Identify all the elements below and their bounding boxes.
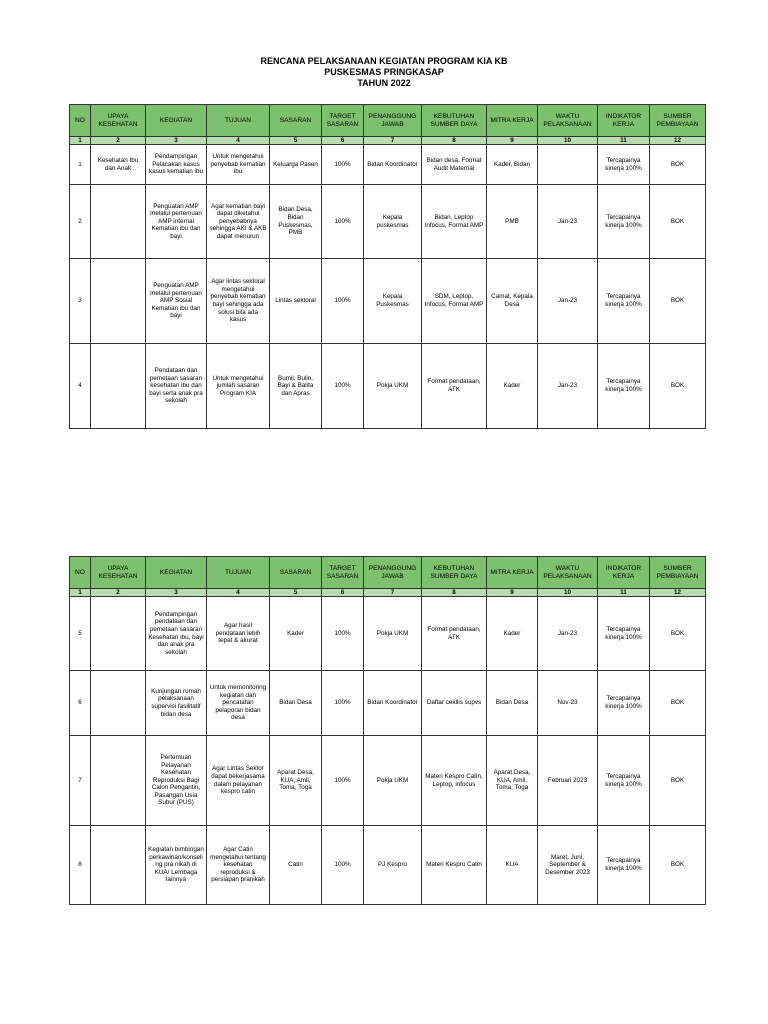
table-cell: Tercapainya kinerja 100% — [598, 344, 650, 429]
table-cell: Bidan Desa — [487, 671, 538, 736]
table-cell: Bidan Koordinator — [364, 671, 422, 736]
table-cell: Pendampingan pendataan dan pemetaan sasaran Kesehatan ibu, bayi dan anak pra sekolah — [146, 597, 207, 671]
table-cell: Tercapainya kinerja 100% — [598, 671, 650, 736]
table-cell: 100% — [322, 344, 364, 429]
column-index: 8 — [422, 589, 487, 597]
table-cell: 4 — [70, 344, 91, 429]
table-cell: Agar Catin mengetahui tentang kesehatan reproduksi & persiapan pranikah — [207, 826, 270, 905]
table-cell: Pokja UKM — [364, 736, 422, 826]
table-row — [70, 259, 706, 344]
column-index: 3 — [146, 137, 207, 145]
column-index: 12 — [650, 589, 706, 597]
table-cell: 100% — [322, 185, 364, 259]
table-cell: 100% — [322, 671, 364, 736]
column-header: UPAYA KESEHATAN — [91, 105, 146, 137]
table-cell: Bidan Desa, Bidan Puskesmas, PMB — [270, 185, 322, 259]
table-cell: 100% — [322, 145, 364, 185]
table-cell: Tercapainya kinerja 100% — [598, 826, 650, 905]
table-row — [70, 185, 706, 259]
table-cell: BOK — [650, 185, 706, 259]
column-index: 6 — [322, 589, 364, 597]
table-cell: Tercapainya kinerja 100% — [598, 185, 650, 259]
table-cell: PMB — [487, 185, 538, 259]
table-cell: Bidan, Leptop Infocus, Format AMP — [422, 185, 487, 259]
table-cell: BOK — [650, 145, 706, 185]
column-header: TUJUAN — [207, 105, 270, 137]
table-cell: SDM, Leptop, Infocus, Format AMP — [422, 259, 487, 344]
table-cell — [91, 344, 146, 429]
table-cell: Agar lintas sektoral mengetahui penyebab kematian bayi sehingga ada solusi bila ada kasus — [207, 259, 270, 344]
table-cell — [91, 826, 146, 905]
column-header: MITRA KERJA — [487, 105, 538, 137]
table-cell: Jan-23 — [538, 185, 598, 259]
table-cell: 100% — [322, 826, 364, 905]
table-cell — [91, 736, 146, 826]
table-cell: Nov-23 — [538, 671, 598, 736]
table-cell: Camat, Kepala Desa — [487, 259, 538, 344]
table-row — [70, 671, 706, 736]
table-cell: 5 — [70, 597, 91, 671]
table-cell: Pokja UKM — [364, 344, 422, 429]
table-cell: 7 — [70, 736, 91, 826]
table-cell: PJ Kespro — [364, 826, 422, 905]
column-index: 5 — [270, 589, 322, 597]
column-index: 2 — [91, 137, 146, 145]
table-cell: BOK — [650, 597, 706, 671]
column-header: TARGET SASARAN — [322, 105, 364, 137]
table-cell: Bidan Koordinator — [364, 145, 422, 185]
table-cell: Kader — [270, 597, 322, 671]
document-title — [0, 56, 768, 89]
table-cell: 1 — [70, 145, 91, 185]
table-cell: Materi Kespro Catin — [422, 826, 487, 905]
table-cell: BOK — [650, 344, 706, 429]
table-row — [70, 597, 706, 671]
header-row — [70, 557, 706, 589]
column-header: KEGIATAN — [146, 557, 207, 589]
table-cell: BOK — [650, 826, 706, 905]
title-line-1: RENCANA PELAKSANAAN KEGIATAN PROGRAM KIA KB — [260, 56, 508, 66]
table-cell: Februari 2023 — [538, 736, 598, 826]
column-header: NO — [70, 557, 91, 589]
table-row — [70, 145, 706, 185]
column-header: KEBUTUHAN SUMBER DAYA — [422, 105, 487, 137]
table-cell: Untuk memonitoring kegiatan dan pencatatan pelaporan bidan desa — [207, 671, 270, 736]
column-index: 6 — [322, 137, 364, 145]
table-cell: Kegiatan bimbingan perkawinan/konseling pra nikah di KUA/ Lembaga lainnya — [146, 826, 207, 905]
table-cell: Pendataan dan pemetaan sasaran kesehatan ibu dan bayi serta anak pra sekolah — [146, 344, 207, 429]
table-cell — [538, 145, 598, 185]
table-cell: BOK — [650, 736, 706, 826]
column-header: SUMBER PEMBIAYAAN — [650, 557, 706, 589]
table-cell: 8 — [70, 826, 91, 905]
column-header: KEBUTUHAN SUMBER DAYA — [422, 557, 487, 589]
column-index: 9 — [487, 589, 538, 597]
column-header: MITRA KERJA — [487, 557, 538, 589]
column-index: 11 — [598, 137, 650, 145]
header-row — [70, 105, 706, 137]
column-index: 5 — [270, 137, 322, 145]
table-cell: Bidan Desa — [270, 671, 322, 736]
column-header: PENANGGUNG JAWAB — [364, 557, 422, 589]
column-index: 7 — [364, 589, 422, 597]
table-cell: Tercapainya kinerja 100% — [598, 597, 650, 671]
table-cell: Tercapainya kinerja 100% — [598, 145, 650, 185]
column-header: WAKTU PELAKSANAAN — [538, 105, 598, 137]
table-cell: BOK — [650, 259, 706, 344]
table-row — [70, 826, 706, 905]
table-cell: 6 — [70, 671, 91, 736]
column-header: TUJUAN — [207, 557, 270, 589]
table-cell: KUA — [487, 826, 538, 905]
table-cell: Aparat Desa, KUA, Amil, Toma, Toga — [487, 736, 538, 826]
column-index: 3 — [146, 589, 207, 597]
table-cell: BOK — [650, 671, 706, 736]
table-cell: Daftar cekllis supvs — [422, 671, 487, 736]
table-cell: Format pendataan, ATK — [422, 597, 487, 671]
table-cell: Kepala puskesmas — [364, 185, 422, 259]
table-row — [70, 736, 706, 826]
table-cell: Agar Lintas Sektor dapat bekerjasama dalam pelayanan kespro catin — [207, 736, 270, 826]
column-index-row — [70, 589, 706, 597]
title-line-3: TAHUN 2022 — [357, 78, 411, 88]
table-cell: Kesehatan Ibu dan Anak — [91, 145, 146, 185]
table-cell: Kunjungan rumah pelaksanaan supervisi fasilitatif bidan desa — [146, 671, 207, 736]
table-cell: Bidan desa, Format Audit Maternal — [422, 145, 487, 185]
table-cell: Format pendataan, ATK — [422, 344, 487, 429]
column-index: 10 — [538, 137, 598, 145]
column-header: KEGIATAN — [146, 105, 207, 137]
table-cell: Tercapainya kinerja 100% — [598, 736, 650, 826]
column-header: INDIKATOR KERJA — [598, 105, 650, 137]
table-cell: Kader — [487, 597, 538, 671]
table-cell: Untuk mengetahui jumlah sasaran Program KIA — [207, 344, 270, 429]
table-cell — [91, 597, 146, 671]
column-index-row — [70, 137, 706, 145]
table-cell: 100% — [322, 597, 364, 671]
table-cell: Materi Kespro Catin, Leptop, infocus — [422, 736, 487, 826]
column-index: 1 — [70, 589, 91, 597]
column-index: 4 — [207, 589, 270, 597]
table-cell: 2 — [70, 185, 91, 259]
table-cell: Jan-23 — [538, 344, 598, 429]
column-index: 4 — [207, 137, 270, 145]
table-cell — [91, 671, 146, 736]
table-cell: 100% — [322, 736, 364, 826]
table-cell: Penguatan AMP melalui pertemuan AMP internal Kematian ibu dan bayi — [146, 185, 207, 259]
title-line-2: PUSKESMAS PRINGKASAP — [324, 67, 444, 77]
table-cell: Pertemuan Pelayanan Kesehatan Reproduksi Bagi Calon Pengantin, Pasangan Usia Subur (PUS) — [146, 736, 207, 826]
table-cell — [91, 259, 146, 344]
column-header: NO — [70, 105, 91, 137]
table-cell: Penguatan AMP melalui pertemuan AMP Sosial Kematian ibu dan bayi — [146, 259, 207, 344]
column-index: 12 — [650, 137, 706, 145]
column-header: SASARAN — [270, 557, 322, 589]
column-index: 1 — [70, 137, 91, 145]
column-header: SASARAN — [270, 105, 322, 137]
table-cell: Bumil, Bulin, Bayi & Balita dan Apras — [270, 344, 322, 429]
table-cell: Agar hasil pendataan lebih tepat & akurat — [207, 597, 270, 671]
table-cell: Untuk mengetahui penyebab kematian ibu — [207, 145, 270, 185]
table-cell: Lintas sektoral — [270, 259, 322, 344]
column-index: 11 — [598, 589, 650, 597]
column-index: 7 — [364, 137, 422, 145]
table-cell: Kepala Puskesmas — [364, 259, 422, 344]
column-header: SUMBER PEMBIAYAAN — [650, 105, 706, 137]
table-cell: Kader — [487, 344, 538, 429]
table-cell: Pendampingan Pelacakan kasus kasus kematian ibu — [146, 145, 207, 185]
table-cell: Catin — [270, 826, 322, 905]
table-cell: Maret, Juni, September & Desember 2023 — [538, 826, 598, 905]
column-header: INDIKATOR KERJA — [598, 557, 650, 589]
column-header: PENANGGUNG JAWAB — [364, 105, 422, 137]
column-header: TARGET SASARAN — [322, 557, 364, 589]
plan-table-2 — [69, 556, 706, 905]
table-row — [70, 344, 706, 429]
column-header: UPAYA KESEHATAN — [91, 557, 146, 589]
column-header: WAKTU PELAKSANAAN — [538, 557, 598, 589]
table-cell: Kader, Bidan — [487, 145, 538, 185]
plan-table-1 — [69, 104, 706, 429]
column-index: 2 — [91, 589, 146, 597]
table-cell: 3 — [70, 259, 91, 344]
table-cell: Pokja UKM — [364, 597, 422, 671]
column-index: 9 — [487, 137, 538, 145]
table-cell: Aparat Desa, KUA, Amil, Toma, Toga — [270, 736, 322, 826]
table-cell: Agar kematian bayi dapat diketahui penyebabnya sehingga AKI & AKB dapat menurun — [207, 185, 270, 259]
column-index: 8 — [422, 137, 487, 145]
table-cell: Jan-23 — [538, 259, 598, 344]
column-index: 10 — [538, 589, 598, 597]
table-cell — [91, 185, 146, 259]
table-cell: Keluarga Pasen — [270, 145, 322, 185]
table-cell: 100% — [322, 259, 364, 344]
table-cell: Tercapainya kinerja 100% — [598, 259, 650, 344]
table-cell: Jan-23 — [538, 597, 598, 671]
